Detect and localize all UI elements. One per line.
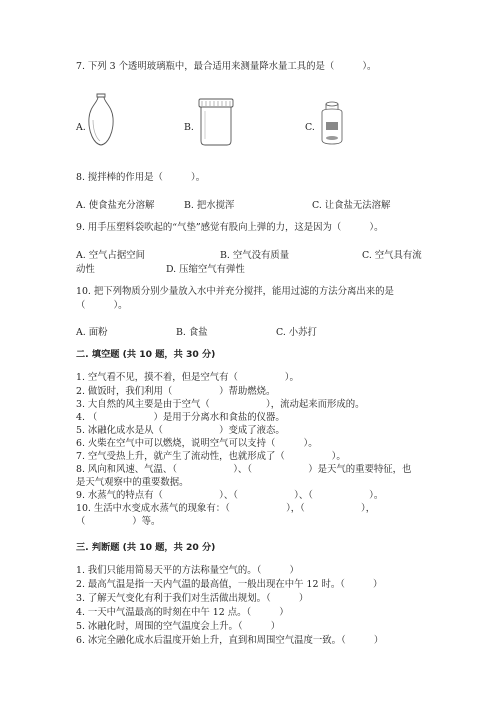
true-false-line: 1. 我们只能用简易天平的方法称量空气的。（ ） bbox=[76, 565, 299, 576]
section-fill-blank-heading: 二. 填空题 (共 10 题，共 30 分) bbox=[76, 349, 216, 360]
fill-blank-line: 4. （ ）是用于分离水和食盐的仪器。 bbox=[76, 412, 285, 423]
true-false-line: 6. 冰完全融化成水后温度开始上升，直到和周围空气温度一致。（ ） bbox=[76, 635, 384, 646]
fill-blank-line: 6. 火柴在空气中可以燃烧，说明空气可以支持（ ）。 bbox=[76, 438, 318, 449]
fill-blank-line: 8. 风向和风速、气温、（ ）、（ ）是天气的重要特征，也 bbox=[76, 464, 412, 475]
q7-option-c-label[interactable]: C. bbox=[305, 122, 315, 133]
wide-jar-icon bbox=[196, 97, 236, 147]
fill-blank-line: 5. 冰融化成水是从（ ）变成了液态。 bbox=[76, 425, 285, 436]
q7-option-b-label[interactable]: B. bbox=[184, 122, 194, 133]
q8-option-b[interactable]: B. 把水搅浑 bbox=[184, 200, 235, 211]
q9-option-c[interactable]: C. 空气具有流 bbox=[362, 250, 422, 261]
q10-stem-line-2: （ ）。 bbox=[76, 300, 128, 311]
q9-option-c-continued: 动性 bbox=[76, 264, 95, 275]
q9-option-b[interactable]: B. 空气没有质量 bbox=[220, 250, 290, 261]
small-jar-icon bbox=[318, 100, 346, 146]
fill-blank-line: （ ）等。 bbox=[76, 516, 161, 527]
true-false-line: 2. 最高气温是指一天内气温的最高值，一般出现在中午 12 时。（ ） bbox=[76, 579, 383, 590]
q8-option-a[interactable]: A. 使食盐充分溶解 bbox=[76, 200, 155, 211]
q8-stem: 8. 搅拌棒的作用是（ ）。 bbox=[76, 172, 206, 183]
q10-option-c[interactable]: C. 小苏打 bbox=[276, 327, 317, 338]
true-false-line: 5. 冰融化时，周围的空气温度会上升。（ ） bbox=[76, 621, 281, 632]
fill-blank-line: 10. 生活中水变成水蒸气的现象有：（ ），（ ）， bbox=[76, 503, 376, 514]
fill-blank-line: 2. 做饭时，我们利用（ ）帮助燃烧。 bbox=[76, 386, 276, 397]
fill-blank-line: 是天气观察中的重要数据。 bbox=[76, 477, 189, 488]
section-true-false-heading: 三. 判断题 (共 10 题，共 20 分) bbox=[76, 542, 216, 553]
bottle-icon bbox=[84, 92, 118, 148]
q10-stem-line-1: 10. 把下列物质分别少量放入水中并充分搅拌，能用过滤的方法分离出来的是 bbox=[76, 286, 394, 297]
q9-option-a[interactable]: A. 空气占据空间 bbox=[76, 250, 145, 261]
fill-blank-line: 1. 空气看不见，摸不着，但是空气有（ ）。 bbox=[76, 372, 299, 383]
q7-option-a-label[interactable]: A. bbox=[76, 122, 86, 133]
true-false-line: 4. 一天中气温最高的时刻在中午 12 点。（ ） bbox=[76, 607, 289, 618]
true-false-line: 3. 了解天气变化有利于我们对生活做出规划。（ ） bbox=[76, 593, 309, 604]
fill-blank-line: 3. 大自然的风主要是由于空气（ ），流动起来而形成的。 bbox=[76, 399, 365, 410]
q9-stem: 9. 用手压塑料袋吹起的“气垫”感觉有股向上弹的力，这是因为（ ）。 bbox=[76, 222, 384, 233]
q7-stem: 7. 下列 3 个透明玻璃瓶中，最合适用来测量降水量工具的是（ ）。 bbox=[76, 61, 377, 72]
q10-option-b[interactable]: B. 食盐 bbox=[176, 327, 208, 338]
q9-option-d[interactable]: D. 压缩空气有弹性 bbox=[166, 264, 245, 275]
q10-option-a[interactable]: A. 面粉 bbox=[76, 327, 108, 338]
fill-blank-line: 9. 水蒸气的特点有（ ）、（ ）、（ ）。 bbox=[76, 490, 384, 501]
q8-option-c[interactable]: C. 让食盐无法溶解 bbox=[312, 200, 391, 211]
fill-blank-line: 7. 空气受热上升，就产生了流动性，也就形成了（ ）。 bbox=[76, 451, 346, 462]
